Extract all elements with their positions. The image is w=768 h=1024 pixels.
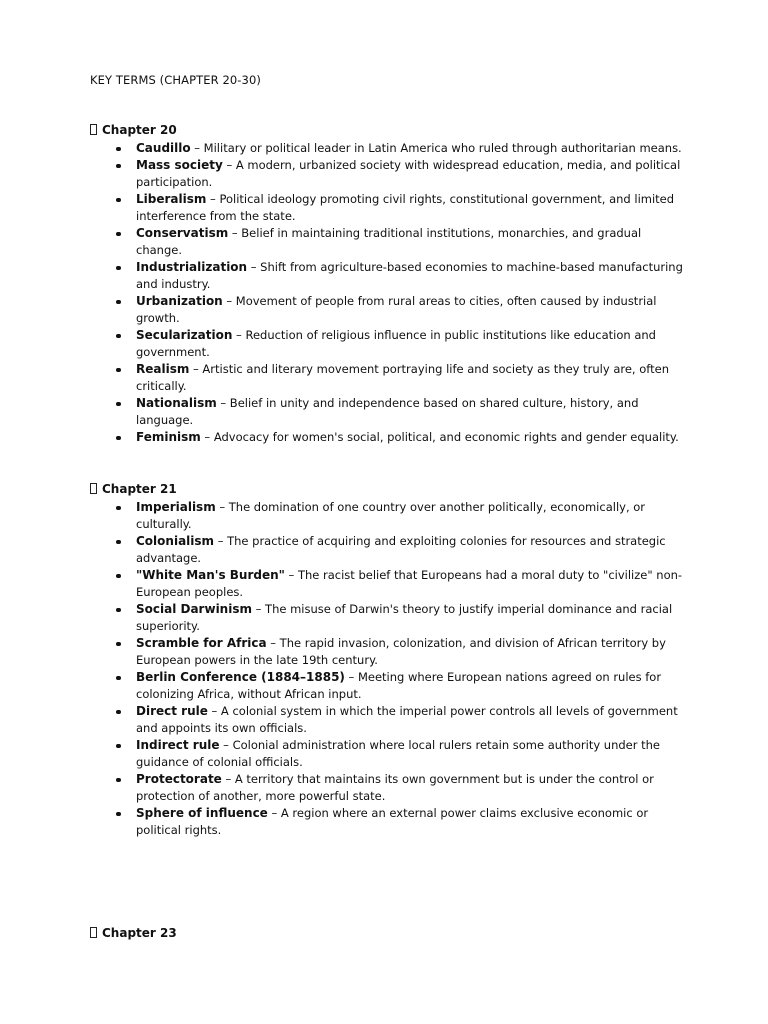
term-name: Colonialism <box>136 534 215 548</box>
term-definition: – Colonial administration where local rulers retain some authority under the guidance of colonial officials. <box>136 738 661 769</box>
term-name: Liberalism <box>136 192 207 206</box>
term-definition: – The misuse of Darwin's theory to justify imperial dominance and racial superiority. <box>136 602 673 633</box>
term-name: Social Darwinism <box>136 602 252 616</box>
term-definition: – Belief in unity and independence based on shared culture, history, and language. <box>136 396 639 427</box>
term-name: "White Man's Burden" <box>136 568 285 582</box>
list-item <box>136 737 684 771</box>
chapter-heading-label: Chapter 23 <box>102 926 177 940</box>
term-definition: – The rapid invasion, colonization, and division of African territory by European powers in the late 19th century. <box>136 636 666 667</box>
term-definition: – Belief in maintaining traditional institutions, monarchies, and gradual change. <box>136 226 642 257</box>
list-item <box>136 259 684 293</box>
term-name: Secularization <box>136 328 233 342</box>
list-item <box>136 191 684 225</box>
term-definition: – Reduction of religious influence in public institutions like education and government. <box>136 328 656 359</box>
list-item <box>136 635 684 669</box>
list-item <box>136 669 684 703</box>
list-item <box>136 225 684 259</box>
term-name: Industrialization <box>136 260 248 274</box>
list-item <box>136 395 684 429</box>
term-name: Conservatism <box>136 226 229 240</box>
term-definition: – Advocacy for women's social, political, and economic rights and gender equality. <box>200 430 679 444</box>
term-name: Protectorate <box>136 772 222 786</box>
term-definition: – Shift from agriculture-based economies to machine-based manufacturing and industry. <box>136 260 683 291</box>
chapter-heading <box>90 482 177 496</box>
chapter-heading-label: Chapter 21 <box>102 482 177 496</box>
list-item <box>136 703 684 737</box>
term-definition: – The practice of acquiring and exploiting colonies for resources and strategic advantage. <box>136 534 666 565</box>
term-name: Sphere of influence <box>136 806 268 820</box>
term-name: Feminism <box>136 430 201 444</box>
term-name: Caudillo <box>136 141 191 155</box>
term-definition: – Political ideology promoting civil rights, constitutional government, and limited interference from the state. <box>136 192 675 223</box>
list-item <box>136 157 684 191</box>
list-item <box>136 361 684 395</box>
term-definition: – A colonial system in which the imperial power controls all levels of government and appoints its own officials. <box>136 704 678 735</box>
missing-glyph-icon <box>90 483 97 494</box>
list-item <box>136 533 684 567</box>
missing-glyph-icon <box>90 927 97 938</box>
term-definition: – Military or political leader in Latin America who ruled through authoritarian means. <box>190 141 682 155</box>
term-name: Urbanization <box>136 294 223 308</box>
chapter-heading <box>90 123 177 137</box>
term-definition: – A modern, urbanized society with widespread education, media, and political participation. <box>136 158 681 189</box>
term-definition: – The racist belief that Europeans had a moral duty to "civilize" non-European peoples. <box>136 568 683 599</box>
term-name: Imperialism <box>136 500 216 514</box>
term-definition: – Movement of people from rural areas to cities, often caused by industrial growth. <box>136 294 657 325</box>
term-name: Direct rule <box>136 704 208 718</box>
missing-glyph-icon <box>90 124 97 135</box>
list-item <box>136 293 684 327</box>
list-item <box>136 567 684 601</box>
term-definition: – A region where an external power claims exclusive economic or political rights. <box>136 806 649 837</box>
list-item <box>136 429 684 446</box>
term-name: Berlin Conference (1884–1885) <box>136 670 345 684</box>
list-item <box>136 771 684 805</box>
term-list <box>136 499 684 839</box>
term-name: Nationalism <box>136 396 217 410</box>
list-item <box>136 140 684 157</box>
term-name: Mass society <box>136 158 223 172</box>
term-name: Indirect rule <box>136 738 220 752</box>
term-list <box>136 140 684 446</box>
term-name: Realism <box>136 362 190 376</box>
list-item <box>136 327 684 361</box>
chapter-heading-label: Chapter 20 <box>102 123 177 137</box>
term-definition: – The domination of one country over another politically, economically, or culturally. <box>136 500 646 531</box>
list-item <box>136 601 684 635</box>
term-name: Scramble for Africa <box>136 636 267 650</box>
term-definition: – A territory that maintains its own government but is under the control or protection of another, more powerful state. <box>136 772 654 803</box>
list-item <box>136 805 684 839</box>
chapter-heading <box>90 926 177 940</box>
list-item <box>136 499 684 533</box>
document-title: KEY TERMS (CHAPTER 20-30) <box>90 73 261 87</box>
term-definition: – Meeting where European nations agreed on rules for colonizing Africa, without African input. <box>136 670 662 701</box>
term-definition: – Artistic and literary movement portraying life and society as they truly are, often critically. <box>136 362 669 393</box>
